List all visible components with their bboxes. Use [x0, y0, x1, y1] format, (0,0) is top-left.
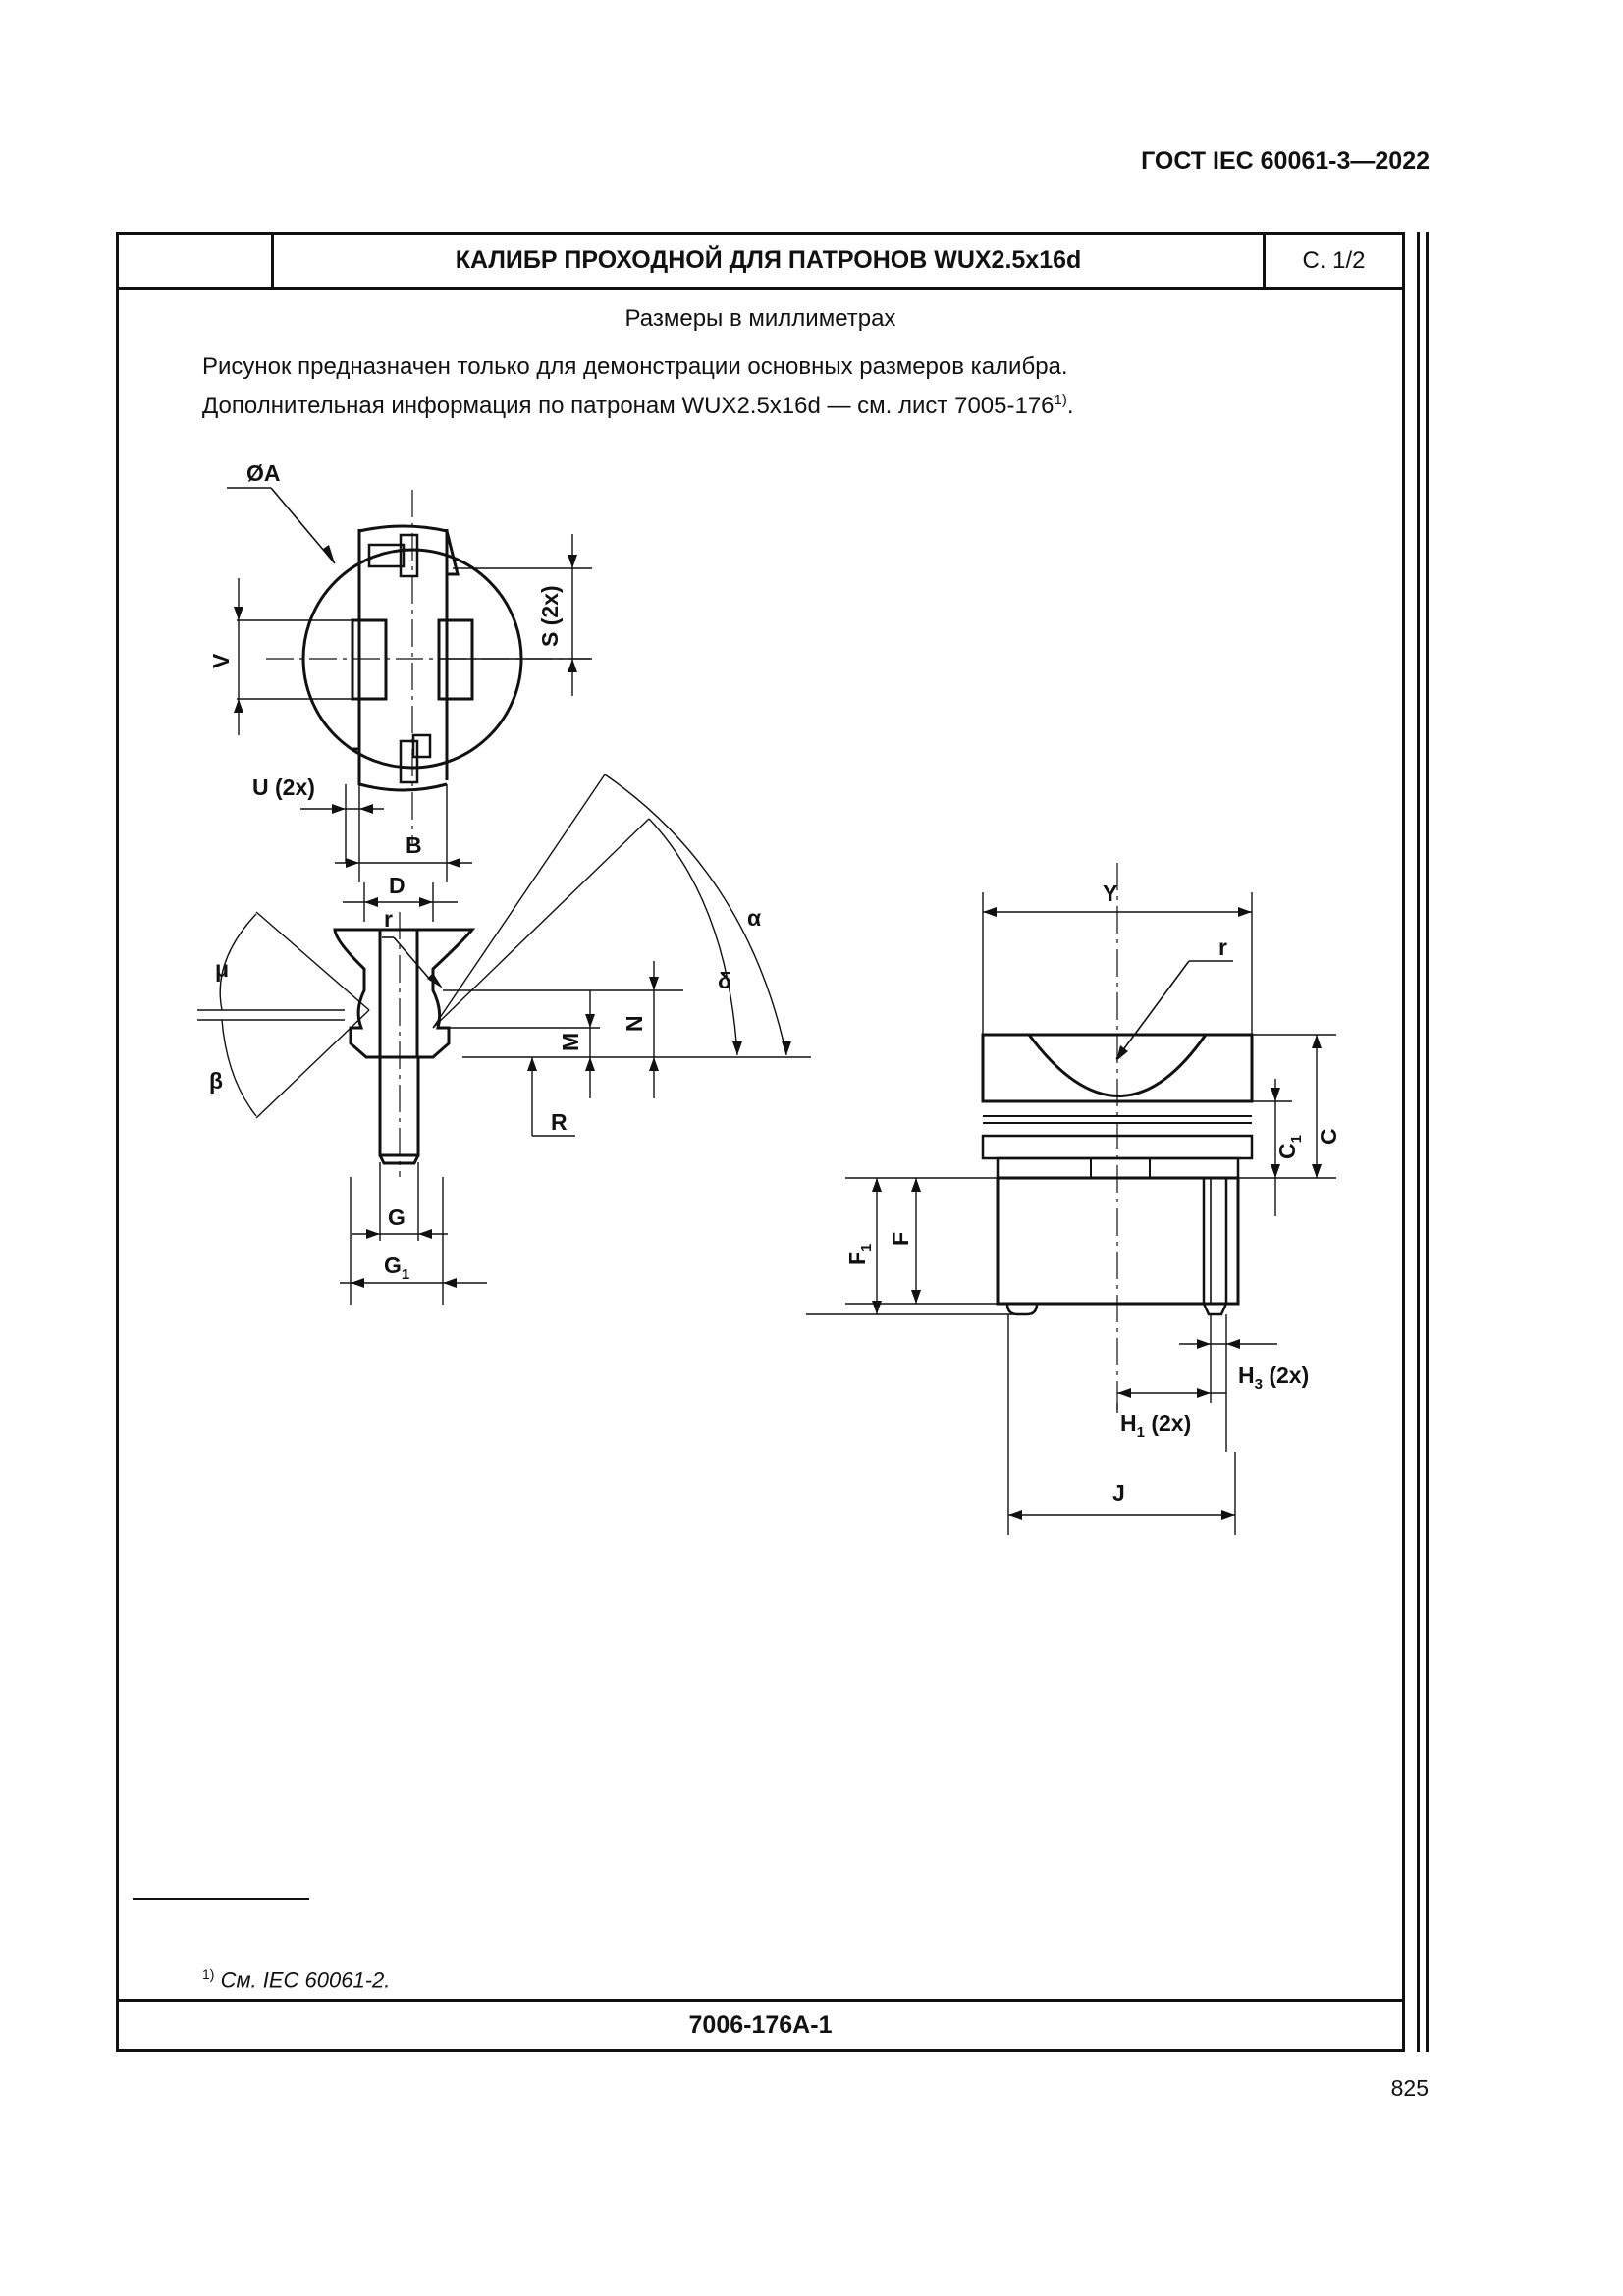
note-line-2-end: .: [1066, 393, 1074, 419]
frame-rail-2: [1426, 232, 1429, 2052]
dim-f: F: [888, 1231, 913, 1246]
sheet-number: 7006-176A-1: [119, 1999, 1402, 2049]
svg-text:H3 (2x): [1238, 1362, 1309, 1393]
dim-delta: δ: [718, 968, 731, 993]
dim-beta: β: [209, 1068, 224, 1094]
dim-s: S (2x): [537, 585, 563, 647]
frame-rail-1: [1417, 232, 1420, 2052]
dim-h1-sub: 1: [1136, 1424, 1145, 1441]
dim-v: V: [208, 653, 234, 668]
dim-h1: H: [1120, 1411, 1137, 1436]
note-footnote-ref: 1): [1054, 392, 1067, 408]
dim-g1-sub: 1: [401, 1266, 410, 1283]
dim-alpha: α: [747, 905, 762, 931]
footnote-text: См. IEC 60061-2.: [214, 1967, 391, 1993]
dim-c1: C: [1274, 1143, 1300, 1159]
top-view: [208, 460, 592, 882]
front-view: [806, 863, 1341, 1535]
dim-m: M: [558, 1032, 583, 1051]
svg-text:C1: [1274, 1135, 1305, 1159]
dim-d: D: [389, 873, 406, 898]
dim-h3: H: [1238, 1362, 1255, 1388]
dim-h3-suffix: (2x): [1262, 1362, 1310, 1388]
svg-text:G1: [384, 1253, 409, 1283]
note-line-1: Рисунок предназначен только для демонстрации основных размеров калибра.: [202, 353, 1068, 380]
dim-g1: G: [384, 1253, 402, 1278]
dim-mu: μ: [215, 956, 230, 982]
dim-u: U (2x): [252, 774, 315, 800]
gauge-drawing: [119, 235, 1402, 2049]
dim-c1-sub: 1: [1288, 1135, 1305, 1144]
dim-h3-sub: 3: [1254, 1376, 1263, 1393]
svg-text:H1 (2x): [1120, 1411, 1191, 1441]
units-note: Размеры в миллиметрах: [624, 305, 896, 332]
dim-r-cap: R: [551, 1109, 568, 1135]
dim-f1-sub: 1: [858, 1243, 875, 1252]
dim-f1: F: [844, 1251, 870, 1265]
footnote-rule: [133, 1898, 309, 1900]
dim-n: N: [622, 1015, 647, 1032]
footnote: [202, 1966, 390, 1993]
dim-b: B: [406, 832, 422, 858]
sheet-title: КАЛИБР ПРОХОДНОЙ ДЛЯ ПАТРОНОВ WUX2.5x16d: [274, 235, 1266, 287]
dim-y: Y: [1103, 881, 1118, 906]
note-line-2-text: Дополнительная информация по патронам WUX2.5x16d — см. лист 7005-176: [202, 393, 1055, 419]
dim-r-side: r: [384, 906, 393, 932]
sheet-page: С. 1/2: [1302, 246, 1366, 274]
side-view: [197, 774, 811, 1305]
dim-dia-a: ØA: [246, 460, 281, 486]
svg-text:F1: [844, 1244, 875, 1265]
standard-code: ГОСТ IEC 60061-3—2022: [1141, 147, 1430, 175]
page-number: 825: [1390, 2075, 1429, 2101]
dim-h1-suffix: (2x): [1144, 1411, 1192, 1436]
dim-r-front: r: [1218, 934, 1227, 960]
dim-g: G: [388, 1204, 406, 1230]
footnote-mark: 1): [202, 1966, 215, 1982]
dim-c: C: [1316, 1128, 1341, 1145]
dim-j: J: [1112, 1480, 1125, 1506]
drawing-sheet-frame: [116, 232, 1405, 2052]
